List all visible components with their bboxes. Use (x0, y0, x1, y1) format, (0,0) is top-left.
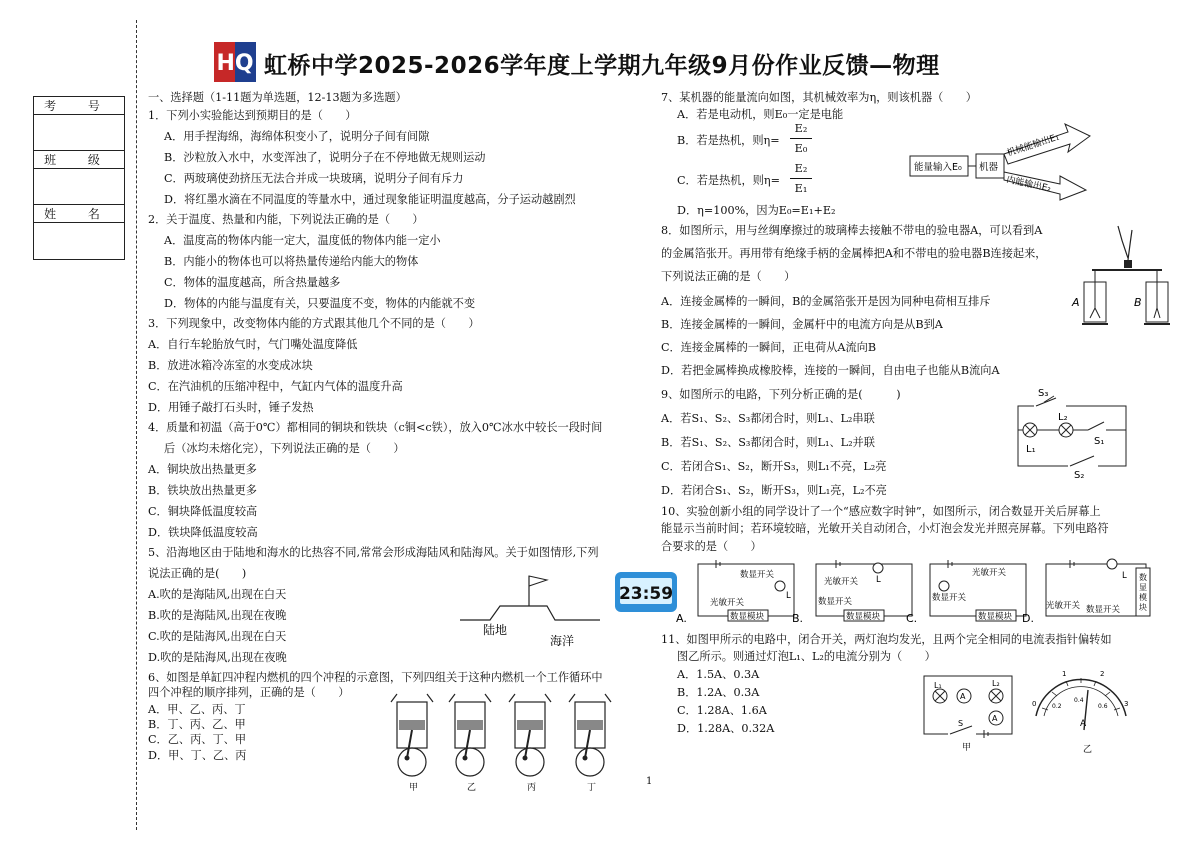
land-sea-diagram (455, 570, 605, 652)
internal-output-label: 内能输出E₂ (1005, 175, 1052, 195)
c-display-switch: 数显开关 (932, 593, 967, 603)
exam-number-label: 考 号 (34, 97, 124, 115)
q4-option-b[interactable]: B．铁块放出热量更多 (148, 484, 257, 497)
meter-yi-label: 乙 (1083, 745, 1093, 755)
digital-clock-image (614, 571, 678, 613)
q11-circuit-jia (918, 666, 1018, 752)
a-light-switch: 光敏开关 (710, 598, 745, 608)
q8-stem-line2: 的金属箔张开。再用带有绝缘手柄的金属棒把A和不带电的验电器B连接起来， (661, 247, 1047, 260)
q11-option-b[interactable]: B．1.2A、0.3A (677, 686, 760, 699)
terrain-line (460, 606, 600, 620)
a-display-module: 数显模块 (730, 612, 765, 622)
tick-0: 0 (1032, 700, 1037, 708)
a-display-switch: 数显开关 (740, 570, 775, 580)
q10-stem-line2: 能显示当前时间；若环境较暗，光敏开关自动闭合，小灯泡会发光并照亮屏幕。下列电路符 (661, 522, 1109, 535)
machine-label: 机器 (979, 162, 999, 173)
d-display-switch: 数显开关 (1086, 605, 1121, 615)
engine-label-jia: 甲 (409, 783, 419, 793)
electroscope-a-label: A (1072, 296, 1080, 309)
b-light-switch: 光敏开关 (824, 577, 859, 587)
energy-input-label: 能量输入E₀ (914, 162, 962, 173)
q8-option-b[interactable]: B．连接金属棒的一瞬间，金属杆中的电流方向是从B到A (661, 318, 943, 331)
d-lamp-label: L (1122, 571, 1127, 581)
q4-option-d[interactable]: D．铁块降低温度较高 (148, 526, 258, 539)
engine-icon (391, 694, 433, 776)
s1-label: S₁ (1094, 436, 1105, 447)
q11-option-d[interactable]: D．1.28A、0.32A (677, 722, 775, 735)
circuit-jia-label: 甲 (962, 743, 972, 752)
q8-stem-line3: 下列说法正确的是（ ） (661, 270, 796, 283)
s2-label: S₂ (1074, 470, 1085, 480)
tick-3: 3 (1124, 700, 1129, 708)
q7-c-numerator: E₂ (794, 162, 808, 175)
l2-label: L₂ (1058, 412, 1068, 423)
q7-b-numerator: E₂ (794, 122, 808, 135)
q6-option-a[interactable]: A．甲、乙、丙、丁 (148, 703, 246, 716)
q7-c-denominator: E₁ (794, 182, 808, 195)
flag-icon (529, 576, 547, 586)
engine-strokes-diagram (383, 690, 638, 794)
q5-option-b[interactable]: B.吹的是海陆风,出现在夜晚 (148, 609, 287, 622)
section-heading: 一、选择题（1-11题为单选题，12-13题为多选题） (148, 91, 407, 104)
class-field[interactable] (34, 169, 124, 205)
svg-text:S: S (958, 719, 964, 728)
q8-option-c[interactable]: C．连接金属棒的一瞬间，正电荷从A流向B (661, 341, 877, 354)
meter-unit-label: A (1080, 719, 1087, 729)
land-label: 陆地 (483, 623, 508, 637)
exam-number-field[interactable] (34, 115, 124, 151)
q2-option-d[interactable]: D．物体的内能与温度有关，只要温度不变，物体的内能就不变 (164, 297, 476, 310)
q4-stem-line2: 后（冰均未熔化完），下列说法正确的是（ ） (164, 442, 405, 455)
q11-stem-line2: 图乙所示。则通过灯泡L₁、L₂的电流分别为（ ） (677, 650, 936, 663)
school-logo (214, 42, 256, 82)
q2-option-a[interactable]: A．温度高的物体内能一定大，温度低的物体内能一定小 (164, 234, 441, 247)
q7-option-c[interactable]: C．若是热机，则η= (677, 174, 780, 187)
q5-option-c[interactable]: C.吹的是陆海风,出现在白天 (148, 630, 287, 643)
tick-0-4: 0.4 (1074, 697, 1084, 704)
q4-option-a[interactable]: A．铜块放出热量更多 (148, 463, 257, 476)
option-b-label: B. (792, 612, 804, 625)
q5-option-d[interactable]: D.吹的是陆海风,出现在夜晚 (148, 651, 287, 664)
svg-text:A: A (960, 692, 966, 701)
q3-option-c[interactable]: C．在汽油机的压缩冲程中，气缸内气体的温度升高 (148, 380, 403, 393)
q6-stem-line1: 6、如图是单缸四冲程内燃机的四个冲程的示意图，下列四组关于这种内燃机一个工作循环中 (148, 671, 603, 684)
tick-2: 2 (1100, 670, 1105, 678)
q2-option-c[interactable]: C．物体的温度越高，所含热量越多 (164, 276, 341, 289)
q3-option-a[interactable]: A．自行车轮胎放气时，气门嘴处温度降低 (148, 338, 358, 351)
sea-label: 海洋 (550, 634, 575, 648)
q9-option-a[interactable]: A．若S₁、S₂、S₃都闭合时，则L₁、L₂串联 (661, 412, 875, 425)
engine-label-ding: 丁 (587, 783, 597, 793)
q4-stem-line1: 4．质量和初温（高于0℃）都相同的铜块和铁块（c铜<c铁），放入0℃冰水中较长一段时间 (148, 421, 603, 434)
q1-option-a[interactable]: A．用手捏海绵，海绵体积变小了，说明分子间有间隙 (164, 130, 430, 143)
q10-stem-line3: 合要求的是（ ） (661, 540, 762, 553)
svg-text:模: 模 (1139, 593, 1147, 602)
option-d-label: D. (1022, 612, 1034, 625)
q1-option-d[interactable]: D．将红墨水滴在不同温度的等量水中，通过现象能证明温度越高，分子运动越剧烈 (164, 193, 576, 206)
q2-stem: 2．关于温度、热量和内能，下列说法正确的是（ ） (148, 213, 424, 226)
q8-option-d[interactable]: D．若把金属棒换成橡胶棒，连接的一瞬间，自由电子也能从B流向A (661, 364, 1000, 377)
q6-stem-line2: 四个冲程的顺序排列，正确的是（ ） (148, 686, 350, 699)
tick-1: 1 (1062, 670, 1067, 678)
q3-option-b[interactable]: B．放进冰箱冷冻室的水变成冰块 (148, 359, 313, 372)
fraction-bar (790, 178, 812, 179)
q9-option-b[interactable]: B．若S₁、S₂、S₃都闭合时，则L₁、L₂并联 (661, 436, 875, 449)
c-light-switch: 光敏开关 (972, 568, 1007, 578)
svg-text:L₂: L₂ (992, 679, 1000, 688)
s3-label: S₃ (1038, 388, 1049, 399)
q2-option-b[interactable]: B．内能小的物体也可以将热量传递给内能大的物体 (164, 255, 419, 268)
q9-circuit-diagram (1008, 386, 1138, 480)
engine-label-yi: 乙 (467, 783, 477, 793)
q7-option-b[interactable]: B．若是热机，则η= (677, 134, 780, 147)
name-field[interactable] (34, 223, 124, 259)
energy-flow-diagram (908, 110, 1093, 205)
a-lamp-label: L (786, 591, 791, 601)
q9-stem: 9、如图所示的电路，下列分析正确的是( ) (661, 388, 901, 401)
svg-text:块: 块 (1139, 603, 1147, 612)
tick-0-6: 0.6 (1098, 703, 1108, 710)
q11-stem-line1: 11、如图甲所示的电路中，闭合开关，两灯泡均发光，且两个完全相同的电流表指针偏转如 (661, 633, 1112, 646)
q9-option-d[interactable]: D．若闭合S₁、S₂，断开S₃，则L₁亮，L₂不亮 (661, 484, 887, 497)
svg-text:23:59: 23:59 (618, 584, 674, 604)
q9-option-c[interactable]: C．若闭合S₁、S₂，断开S₃，则L₁不亮，L₂亮 (661, 460, 887, 473)
l1-label: L₁ (1026, 444, 1036, 455)
electroscope-b-label: B (1134, 296, 1142, 309)
option-a-label: A. (676, 612, 687, 625)
q3-option-d[interactable]: D．用锤子敲打石头时，锤子发热 (148, 401, 314, 414)
q7-stem: 7、某机器的能量流向如图，其机械效率为η，则该机器（ ） (661, 91, 977, 104)
q11-option-a[interactable]: A．1.5A、0.3A (677, 668, 760, 681)
b-display-switch: 数显开关 (818, 597, 853, 607)
q11-option-c[interactable]: C．1.28A、1.6A (677, 704, 767, 717)
svg-text:HQ: HQ (216, 51, 254, 76)
q6-option-c[interactable]: C．乙、丙、丁、甲 (148, 733, 247, 746)
q7-b-denominator: E₀ (794, 142, 808, 155)
q3-stem: 3．下列现象中，改变物体内能的方式跟其他几个不同的是（ ） (148, 317, 480, 330)
q7-option-d[interactable]: D．η=100%，因为E₀=E₁+E₂ (677, 204, 836, 217)
q5-option-a[interactable]: A.吹的是海陆风,出现在白天 (148, 588, 287, 601)
page-title: 虹桥中学2025-2026学年度上学期九年级9月份作业反馈—物理 (264, 53, 940, 79)
q1-stem: 1．下列小实验能达到预期目的是（ ） (148, 109, 357, 122)
engine-label-bing: 丙 (527, 783, 537, 793)
electroscope-diagram (1070, 222, 1180, 334)
q8-stem-line1: 8．如图所示，用与丝绸摩擦过的玻璃棒去接触不带电的验电器A，可以看到A (661, 224, 1043, 237)
b-display-module: 数显模块 (846, 612, 881, 622)
q10-stem-line1: 10、实验创新小组的同学设计了一个“感应数字时钟”，如图所示，闭合数显开关后屏幕上 (661, 505, 1101, 518)
svg-text:数: 数 (1139, 573, 1147, 582)
svg-text:显: 显 (1139, 583, 1147, 592)
binding-line (136, 20, 137, 830)
svg-text:A: A (992, 714, 998, 723)
option-c-label: C. (906, 612, 918, 625)
q5-stem-line1: 5、沿海地区由于陆地和海水的比热容不同,常常会形成海陆风和陆海风。关于如图情形,下列 (148, 546, 599, 559)
page-number: 1 (646, 776, 653, 787)
q6-option-b[interactable]: B．丁、丙、乙、甲 (148, 718, 246, 731)
ammeter-dial-yi (1030, 668, 1132, 756)
q1-option-c[interactable]: C．两玻璃使劲挤压无法合并成一块玻璃，说明分子间有斥力 (164, 172, 464, 185)
q6-option-d[interactable]: D．甲、丁、乙、丙 (148, 749, 247, 762)
d-light-switch: 光敏开关 (1046, 601, 1081, 611)
q4-option-c[interactable]: C．铜块降低温度较高 (148, 505, 258, 518)
q5-stem-line2: 说法正确的是( ) (148, 567, 247, 580)
fraction-bar (790, 138, 812, 139)
q1-option-b[interactable]: B．沙粒放入水中，水变浑浊了，说明分子在不停地做无规则运动 (164, 151, 486, 164)
q7-option-a[interactable]: A．若是电动机，则E₀一定是电能 (677, 108, 844, 121)
b-lamp-label: L (876, 575, 881, 585)
class-label: 班 级 (34, 151, 124, 169)
name-label: 姓 名 (34, 205, 124, 223)
mech-output-label: 机械能输出E₁ (1005, 132, 1061, 159)
svg-text:L₁: L₁ (934, 681, 942, 690)
c-display-module: 数显模块 (978, 612, 1013, 622)
q8-option-a[interactable]: A．连接金属棒的一瞬间，B的金属箔张开是因为同种电荷相互排斥 (661, 295, 991, 308)
tick-0-2: 0.2 (1052, 703, 1062, 710)
student-id-box (33, 96, 125, 260)
q10-circuit-options (676, 556, 1160, 628)
